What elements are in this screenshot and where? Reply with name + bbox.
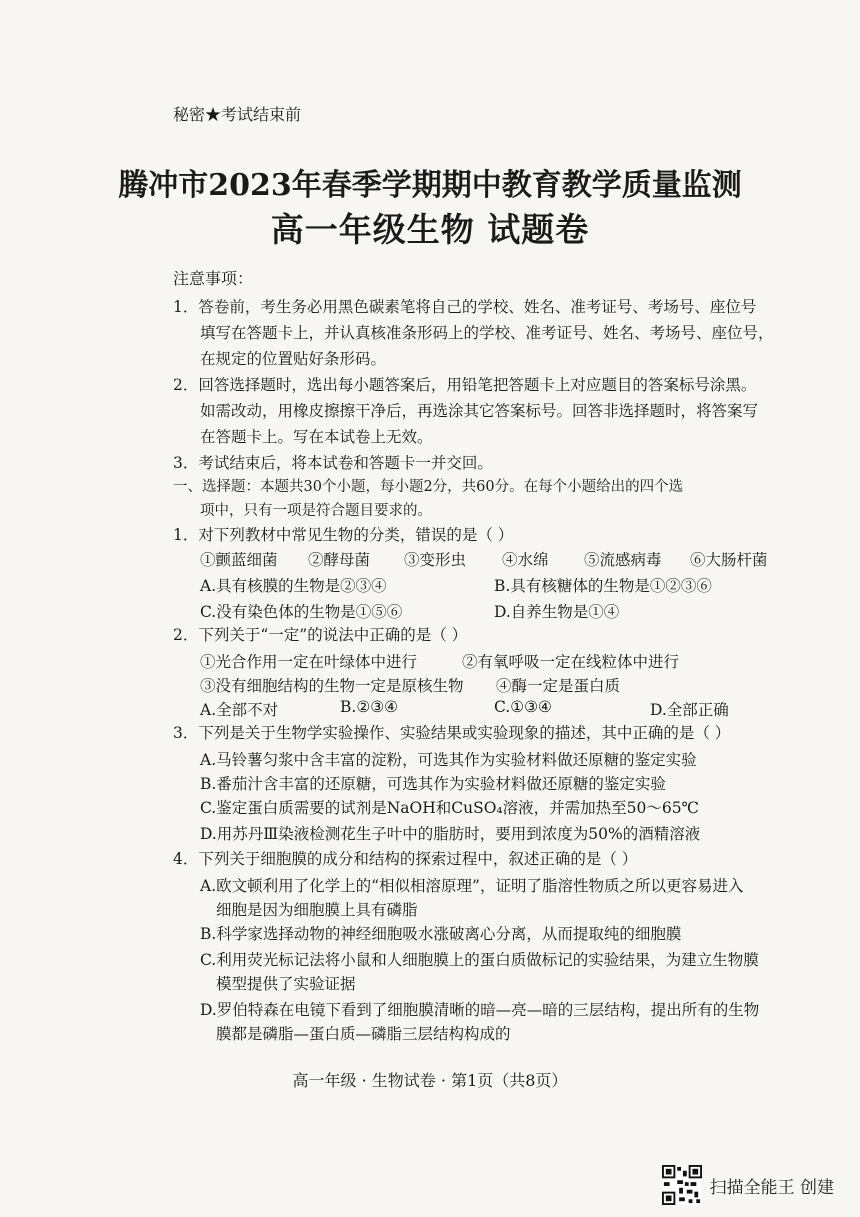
q2-option-b: B.②③④ bbox=[340, 698, 399, 716]
notice-heading: 注意事项： bbox=[173, 269, 254, 288]
notice-line: 1．答卷前，考生务必用黑色碳素笔将自己的学校、姓名、准考证号、考场号、座位号 bbox=[173, 298, 757, 316]
notice-line: 在规定的位置贴好条形码。 bbox=[200, 350, 387, 368]
q2-statement: ④酶一定是蛋白质 bbox=[496, 677, 621, 695]
exam-subtitle: 高一年级生物 试题卷 bbox=[270, 210, 590, 249]
q1-organism: ④水绵 bbox=[502, 551, 549, 569]
q1-option-c: C.没有染色体的生物是①⑤⑥ bbox=[200, 603, 403, 621]
exam-title: 腾冲市2023年春季学期期中教育教学质量监测 bbox=[118, 168, 742, 203]
question-2-stem: 2．下列关于“一定”的说法中正确的是（ ） bbox=[173, 626, 468, 644]
q2-statement: ③没有细胞结构的生物一定是原核生物 bbox=[200, 677, 464, 695]
q1-option-d: D.自养生物是①④ bbox=[494, 603, 620, 621]
q3-option-d: D.用苏丹Ⅲ染液检测花生子叶中的脂肪时，要用到浓度为50%的酒精溶液 bbox=[200, 825, 701, 843]
notice-line: 在答题卡上。写在本试卷上无效。 bbox=[200, 428, 433, 446]
section-heading-cont: 项中，只有一项是符合题目要求的。 bbox=[200, 503, 432, 519]
notice-line: 3．考试结束后，将本试卷和答题卡一并交回。 bbox=[173, 454, 493, 472]
q1-organism: ③变形虫 bbox=[404, 551, 467, 569]
q1-option-a: A.具有核膜的生物是②③④ bbox=[200, 577, 387, 595]
q1-organism: ①颤蓝细菌 bbox=[200, 551, 278, 569]
q4-option-d: D.罗伯特森在电镜下看到了细胞膜清晰的暗—亮—暗的三层结构，提出所有的生物 bbox=[200, 1001, 760, 1019]
q4-option-d-cont: 膜都是磷脂—蛋白质—磷脂三层结构构成的 bbox=[216, 1025, 511, 1043]
q4-option-c-cont: 模型提供了实验证据 bbox=[216, 975, 356, 993]
q3-option-c: C.鉴定蛋白质需要的试剂是NaOH和CuSO₄溶液，并需加热至50～65℃ bbox=[200, 799, 699, 817]
question-4-stem: 4．下列关于细胞膜的成分和结构的探索过程中，叙述正确的是（ ） bbox=[173, 850, 638, 868]
q2-option-a: A.全部不对 bbox=[200, 701, 279, 719]
q4-option-a-cont: 细胞是因为细胞膜上具有磷脂 bbox=[216, 901, 418, 919]
scanner-credit: 扫描全能王 创建 bbox=[709, 1177, 834, 1198]
q2-option-c: C.①③④ bbox=[494, 698, 552, 716]
q3-option-a: A.马铃薯匀浆中含丰富的淀粉，可选其作为实验材料做还原糖的鉴定实验 bbox=[200, 751, 697, 769]
q1-organism: ②酵母菌 bbox=[308, 551, 371, 569]
scanner-watermark bbox=[662, 1165, 834, 1205]
notice-line: 填写在答题卡上，并认真核准条形码上的学校、准考证号、姓名、考场号、座位号， bbox=[200, 324, 774, 342]
confidential-label: 秘密★考试结束前 bbox=[173, 105, 302, 124]
page-footer: 高一年级 · 生物试卷 · 第1页（共8页） bbox=[292, 1071, 568, 1090]
notice-line: 2．回答选择题时，选出每小题答案后，用铅笔把答题卡上对应题目的答案标号涂黑。 bbox=[173, 376, 757, 394]
qr-code-icon bbox=[662, 1165, 702, 1205]
q4-option-b: B.科学家选择动物的神经细胞吸水涨破离心分离，从而提取纯的细胞膜 bbox=[200, 925, 682, 943]
q4-option-c: C.利用荧光标记法将小鼠和人细胞膜上的蛋白质做标记的实验结果，为建立生物膜 bbox=[200, 951, 759, 969]
q4-option-a: A.欧文顿利用了化学上的“相似相溶原理”，证明了脂溶性物质之所以更容易进入 bbox=[200, 877, 744, 895]
section-heading: 一、选择题：本题共30个小题，每小题2分，共60分。在每个小题给出的四个选 bbox=[173, 479, 684, 495]
question-1-stem: 1．对下列教材中常见生物的分类，错误的是（ ） bbox=[173, 526, 514, 544]
q3-option-b: B.番茄汁含丰富的还原糖，可选其作为实验材料做还原糖的鉴定实验 bbox=[200, 775, 666, 793]
q1-organism: ⑤流感病毒 bbox=[584, 551, 662, 569]
q2-statement: ①光合作用一定在叶绿体中进行 bbox=[200, 653, 418, 671]
question-3-stem: 3．下列是关于生物学实验操作、实验结果或实验现象的描述，其中正确的是（ ） bbox=[173, 724, 731, 742]
notice-line: 如需改动，用橡皮擦擦干净后，再选涂其它答案标号。回答非选择题时，将答案写 bbox=[200, 402, 759, 420]
q2-option-d: D.全部正确 bbox=[650, 701, 729, 719]
q1-organism: ⑥大肠杆菌 bbox=[690, 551, 768, 569]
q2-statement: ②有氧呼吸一定在线粒体中进行 bbox=[462, 653, 680, 671]
q1-option-b: B.具有核糖体的生物是①②③⑥ bbox=[494, 577, 712, 595]
